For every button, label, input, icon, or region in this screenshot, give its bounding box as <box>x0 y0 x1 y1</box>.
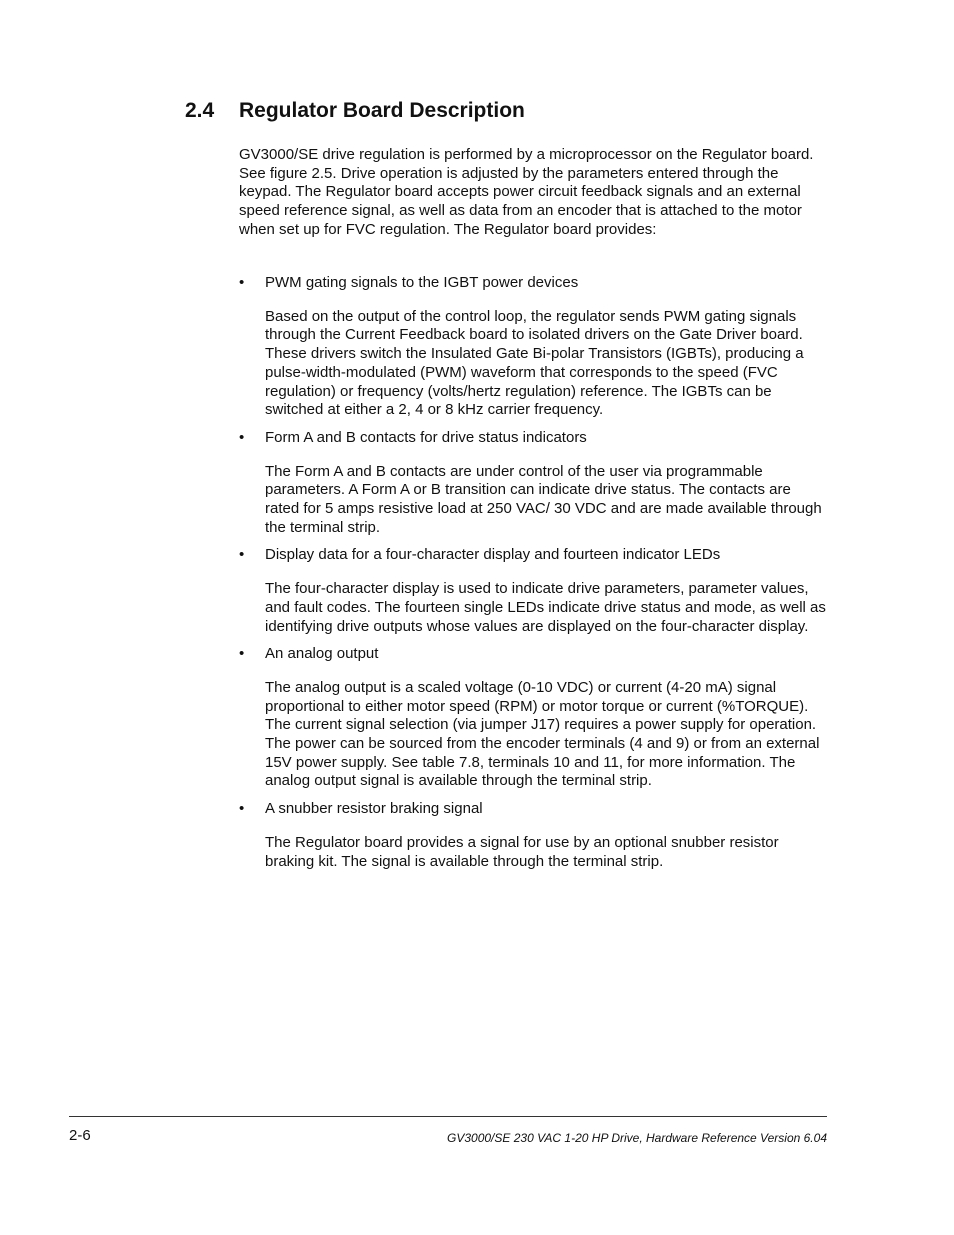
list-item-title: Form A and B contacts for drive status indicators <box>265 428 587 446</box>
section-number: 2.4 <box>185 99 215 122</box>
list-item <box>239 274 829 420</box>
intro-paragraph: GV3000/SE drive regulation is performed by a microprocessor on the Regulator board. See figure 2.5. Drive operation is adjusted by the parameters entered through the keypad. The Regulator board accepts power circuit feedback signals and an external speed reference signal, as well as data from an encoder that is attached to the motor when set up for FVC regulation. The Regulator board provides: <box>239 146 814 238</box>
footer-divider <box>69 1116 827 1117</box>
bullet-list <box>239 274 829 880</box>
section-heading <box>185 99 525 123</box>
list-item <box>239 429 829 538</box>
list-item-detail: The four-character display is used to indicate drive parameters, parameter values, and fault codes. The fourteen single LEDs indicate drive status and mode, as well as identifying drive outputs whose values are displayed on the four-character display. <box>265 580 826 635</box>
list-item <box>239 546 829 636</box>
bullet-icon: • <box>239 274 245 291</box>
list-item-title: Display data for a four-character display and fourteen indicator LEDs <box>265 546 721 564</box>
bullet-icon: • <box>239 800 245 818</box>
page-number: 2-6 <box>69 1127 91 1144</box>
list-item-detail: The analog output is a scaled voltage (0-10 VDC) or current (4-20 mA) signal proportional to either motor speed (RPM) or motor torque or current (%TORQUE). The current signal selection (via jumper J17) requires a power supply for operation. The power can be sourced from the encoder terminals (4 and 9) or from an external 15V power supply. See table 7.8, terminals 10 and 11, for more information. The analog output signal is available through the terminal strip. <box>265 678 820 790</box>
list-item-title: PWM gating signals to the IGBT power devices <box>265 274 579 291</box>
list-item-title: A snubber resistor braking signal <box>265 800 483 818</box>
list-item-detail: The Form A and B contacts are under control of the user via programmable parameters. A Form A or B transition can indicate drive status. The contacts are rated for 5 amps resistive load at 250 VAC/ 30 VDC and are made available through the terminal strip. <box>265 462 822 536</box>
bullet-icon: • <box>239 428 245 446</box>
bullet-icon: • <box>239 645 245 663</box>
footer-title: GV3000/SE 230 VAC 1-20 HP Drive, Hardware Reference Version 6.04 <box>447 1131 827 1145</box>
list-item-detail: The Regulator board provides a signal for use by an optional snubber resistor braking kit. The signal is available through the terminal strip. <box>265 833 779 870</box>
bullet-icon: • <box>239 546 245 564</box>
section-title: Regulator Board Description <box>239 99 525 122</box>
list-item-title: An analog output <box>265 645 379 663</box>
list-item <box>239 800 829 871</box>
list-item-detail: Based on the output of the control loop, the regulator sends PWM gating signals through the Current Feedback board to isolated drivers on the Gate Driver board. These drivers switch the Insulated Gate Bi-polar Transistors (IGBTs), producing a pulse-width-modulated (PWM) waveform that corresponds to the speed (FVC regulation) or frequency (volts/hertz regulation) reference. The IGBTs can be switched at either a 2, 4 or 8 kHz carrier frequency. <box>265 307 804 419</box>
list-item <box>239 645 829 791</box>
